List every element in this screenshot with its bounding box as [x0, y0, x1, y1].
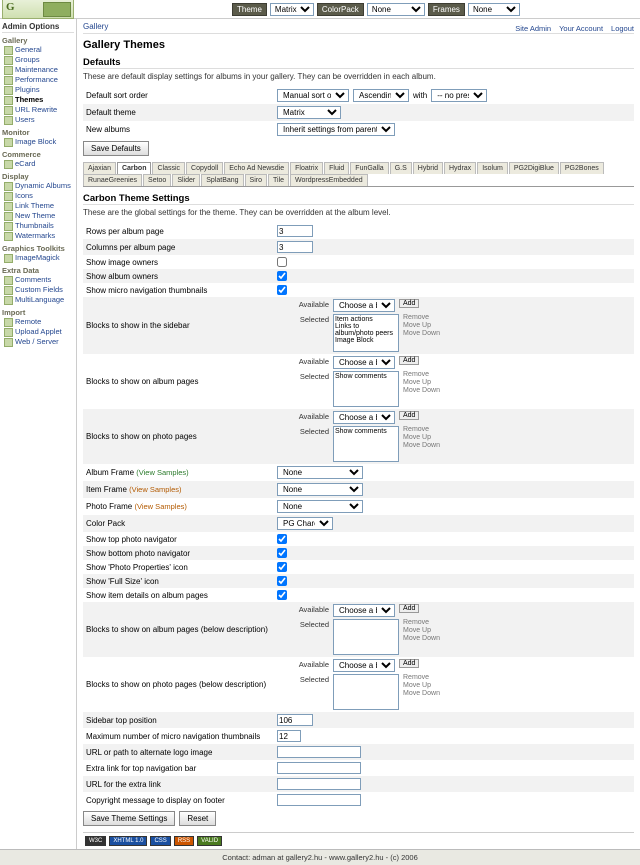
selected-label: Selected — [299, 427, 329, 436]
table-row — [83, 269, 634, 283]
sidebar-item-url-rewrite[interactable] — [2, 105, 74, 115]
tab-pg2bones[interactable]: PG2Bones — [560, 162, 604, 174]
item-frame-label: Item Frame — [86, 485, 127, 494]
sidebar-item-thumbnails[interactable] — [2, 221, 74, 231]
sidebar-section-display: Display — [2, 172, 29, 181]
new-albums-label: New albums — [86, 125, 131, 134]
copyright-message-label: Copyright message to display on footer — [86, 795, 225, 805]
sidebar-top-position-label: Sidebar top position — [83, 712, 274, 728]
sidebar-item-remote[interactable] — [2, 317, 74, 327]
defaults-heading: Defaults — [83, 57, 634, 69]
photo-blocks-label: Blocks to show on photo pages — [83, 409, 274, 464]
table-row — [83, 121, 634, 138]
css-badge[interactable]: CSS — [150, 836, 170, 846]
web-icon — [4, 338, 13, 347]
show-top-photo-nav-label: Show top photo navigator — [86, 534, 177, 544]
table-row — [83, 657, 634, 712]
sidebar-item-label: Custom Fields — [15, 285, 63, 294]
tab-floatrix[interactable]: Floatrix — [290, 162, 323, 174]
sidebar-item-web-server[interactable] — [2, 337, 74, 347]
sidebar-remove-button[interactable]: Remove — [403, 314, 430, 321]
photo-below-move-down-button[interactable]: Move Down — [403, 690, 440, 697]
tab-pg2digiblue[interactable]: PG2DigiBlue — [509, 162, 559, 174]
album-below-move-up-button[interactable]: Move Up — [403, 627, 432, 634]
save-defaults-button[interactable]: Save Defaults — [83, 141, 149, 156]
tab-ajaxian[interactable]: Ajaxian — [83, 162, 116, 174]
footer-text: Contact: adman at gallery2.hu - www.gallery2.hu - (c) 2006 — [0, 849, 640, 865]
sidebar-item-label: Comments — [15, 275, 52, 284]
album-move-up-button[interactable]: Move Up — [403, 379, 432, 386]
tab-gs[interactable]: G.S — [390, 162, 412, 174]
default-theme-label: Default theme — [83, 104, 274, 121]
sidebar-item-general[interactable] — [2, 45, 74, 55]
remote-icon — [4, 318, 13, 327]
photo-add-button[interactable]: Add — [399, 411, 419, 420]
sidebar-item-label: MultiLanguage — [15, 295, 65, 304]
table-row — [83, 588, 634, 602]
sidebar-item-icons[interactable] — [2, 191, 74, 201]
sidebar-title: Admin Options — [2, 21, 74, 33]
footer-badges — [83, 833, 634, 849]
table-row — [83, 283, 634, 297]
defaults-table — [83, 87, 634, 138]
table-row — [83, 87, 634, 104]
table-row — [83, 712, 634, 728]
show-bottom-photo-nav-checkbox[interactable] — [277, 548, 287, 558]
image-icon — [4, 138, 13, 147]
table-row — [83, 239, 634, 255]
reset-button[interactable]: Reset — [179, 811, 216, 826]
show-micro-nav-checkbox[interactable] — [277, 285, 287, 295]
extra-link-text-label: Extra link for top navigation bar — [86, 763, 197, 773]
sort-direction-select[interactable] — [353, 89, 409, 102]
table-row — [83, 574, 634, 588]
sidebar-item-label: Maintenance — [15, 65, 58, 74]
table-row — [83, 409, 634, 464]
colorpack-select[interactable] — [367, 3, 425, 16]
tab-copydoll[interactable]: Copydoll — [186, 162, 223, 174]
show-album-owners-label: Show album owners — [83, 269, 274, 283]
tab-siro[interactable]: Siro — [245, 174, 267, 186]
table-row — [83, 760, 634, 776]
sidebar-item-label: General — [15, 45, 42, 54]
sidebar-selected-list[interactable] — [333, 314, 399, 352]
album-blocks-below-label: Blocks to show on album pages (below description) — [83, 602, 274, 657]
selected-label: Selected — [299, 620, 329, 629]
footer — [83, 832, 634, 849]
photo-frame-select[interactable] — [277, 500, 363, 513]
table-row — [83, 223, 634, 239]
max-micro-thumbs-input[interactable] — [277, 730, 301, 742]
sidebar-item-maintenance[interactable] — [2, 65, 74, 75]
columns-per-page-label: Columns per album page — [83, 239, 274, 255]
sidebar-move-up-button[interactable]: Move Up — [403, 322, 432, 329]
rows-per-page-label: Rows per album page — [86, 226, 164, 236]
comment-icon — [4, 276, 13, 285]
sidebar-item-ecard[interactable] — [2, 159, 74, 169]
extra-link-text-input[interactable] — [277, 762, 361, 774]
theme-settings-actions — [83, 811, 634, 826]
show-full-size-label: Show 'Full Size' icon — [83, 574, 274, 588]
xhtml-badge[interactable]: XHTML 1.0 — [109, 836, 147, 846]
table-row — [83, 481, 634, 498]
new-icon — [4, 212, 13, 221]
photo-below-available-select[interactable] — [333, 659, 395, 672]
show-bottom-photo-nav-label: Show bottom photo navigator — [83, 546, 274, 560]
photo-frame-samples-link[interactable]: (View Samples) — [134, 502, 187, 511]
list-item[interactable]: Show comments — [335, 373, 387, 380]
show-photo-properties-label: Show 'Photo Properties' icon — [86, 562, 188, 572]
sidebar-item-dynamic-albums[interactable] — [2, 181, 74, 191]
tab-classic[interactable]: Classic — [152, 162, 185, 174]
sidebar-item-label: Plugins — [15, 85, 40, 94]
album-frame-select[interactable] — [277, 466, 363, 479]
sidebar-item-custom-fields[interactable] — [2, 285, 74, 295]
list-item[interactable]: Links to album/photo peers — [335, 323, 393, 337]
sidebar-item-link-theme[interactable] — [2, 201, 74, 211]
copyright-message-input[interactable] — [277, 794, 361, 806]
tab-tile[interactable]: Tile — [268, 174, 289, 186]
tab-hydrax[interactable]: Hydrax — [444, 162, 476, 174]
album-below-remove-button[interactable]: Remove — [403, 619, 430, 626]
theme-label: Theme — [232, 3, 267, 16]
sidebar-item-label: Web / Server — [15, 337, 59, 346]
album-blocks-label: Blocks to show on album pages — [86, 377, 199, 386]
album-frame-label: Album Frame — [86, 468, 135, 477]
table-row — [83, 255, 634, 269]
sidebar-item-label: Groups — [15, 55, 40, 64]
rss-badge[interactable]: RSS — [174, 836, 194, 846]
show-micro-nav-label: Show micro navigation thumbnails — [86, 285, 208, 295]
table-row — [83, 464, 634, 481]
table-row — [83, 297, 634, 354]
sidebar-blocks-label: Blocks to show in the sidebar — [83, 297, 274, 354]
sidebar-item-multilanguage[interactable] — [2, 295, 74, 305]
sidebar-item-image-block[interactable] — [2, 137, 74, 147]
secondary-sort-select[interactable] — [431, 89, 487, 102]
album-below-move-down-button[interactable]: Move Down — [403, 635, 440, 642]
tab-wordpressembedded[interactable]: WordpressEmbedded — [290, 174, 368, 186]
link-your-account[interactable]: Your Account — [559, 24, 604, 33]
frames-select[interactable] — [468, 3, 520, 16]
sidebar-item-new-theme[interactable] — [2, 211, 74, 221]
default-sort-order-label: Default sort order — [86, 91, 148, 100]
tab-runaegreenies[interactable]: RunaeGreenies — [83, 174, 142, 186]
logo-letter: G — [6, 1, 15, 13]
logo-url-label: URL or path to alternate logo image — [83, 744, 274, 760]
tab-splatbang[interactable]: SplatBang — [201, 174, 243, 186]
table-row — [83, 792, 634, 808]
album-below-selected-list[interactable] — [333, 619, 399, 655]
album-available-select[interactable] — [333, 356, 395, 369]
sidebar-item-watermarks[interactable] — [2, 231, 74, 241]
table-row — [83, 532, 634, 546]
valid-badge[interactable]: VALID — [197, 836, 222, 846]
colorpack-label: ColorPack — [317, 3, 364, 16]
wrench-icon — [4, 66, 13, 75]
tab-fungalla[interactable]: FunGalla — [350, 162, 388, 174]
breadcrumb[interactable]: Gallery — [83, 22, 634, 34]
sidebar-section-commerce: Commerce — [2, 150, 41, 159]
sidebar-item-plugins[interactable] — [2, 85, 74, 95]
photo-selected-list[interactable] — [333, 426, 399, 462]
field-icon — [4, 286, 13, 295]
show-full-size-checkbox[interactable] — [277, 576, 287, 586]
gallery-logo — [2, 0, 74, 19]
w3c-badge[interactable]: W3C — [85, 836, 106, 846]
sidebar-add-button[interactable]: Add — [399, 299, 419, 308]
album-selected-list[interactable] — [333, 371, 399, 407]
icon-icon — [4, 192, 13, 201]
show-photo-properties-checkbox[interactable] — [277, 562, 287, 572]
album-icon — [4, 182, 13, 191]
photo-move-down-button[interactable]: Move Down — [403, 442, 440, 449]
theme-icon — [4, 96, 13, 105]
rows-per-page-input[interactable] — [277, 225, 313, 237]
card-icon — [4, 160, 13, 169]
sidebar-item-label: Watermarks — [15, 231, 56, 240]
sidebar-item-label: URL Rewrite — [15, 105, 58, 114]
max-micro-thumbs-label: Maximum number of micro navigation thumbnails — [86, 731, 261, 741]
sidebar-item-label: Link Theme — [15, 201, 55, 210]
photo-available-select[interactable] — [333, 411, 395, 424]
sidebar-item-upload-applet[interactable] — [2, 327, 74, 337]
sidebar-top-position-input[interactable] — [277, 714, 313, 726]
save-theme-settings-button[interactable]: Save Theme Settings — [83, 811, 175, 826]
extra-link-url-label: URL for the extra link — [83, 776, 274, 792]
thumb-icon — [4, 222, 13, 231]
gear-icon — [4, 46, 13, 55]
show-image-owners-label: Show image owners — [86, 257, 159, 267]
table-row — [83, 602, 634, 657]
sidebar-item-label: eCard — [15, 159, 36, 168]
show-item-details-label: Show item details on album pages — [86, 590, 208, 600]
photo-blocks-below-label: Blocks to show on photo pages (below description) — [86, 680, 267, 689]
table-row — [83, 744, 634, 760]
photo-frame-label: Photo Frame — [86, 502, 133, 511]
show-album-owners-checkbox[interactable] — [277, 271, 287, 281]
sidebar-section-extra-data: Extra Data — [2, 266, 40, 275]
table-row — [83, 776, 634, 792]
link-icon — [4, 106, 13, 115]
table-row — [83, 515, 634, 532]
color-pack-select[interactable] — [277, 517, 333, 530]
sidebar-section-monitor: Monitor — [2, 128, 30, 137]
available-label: Available — [298, 660, 329, 669]
sidebar-item-label: Users — [15, 115, 35, 124]
photo-below-add-button[interactable]: Add — [399, 659, 419, 668]
photo-below-selected-list[interactable] — [333, 674, 399, 710]
sidebar-item-users[interactable] — [2, 115, 74, 125]
water-icon — [4, 232, 13, 241]
available-label: Available — [298, 300, 329, 309]
extra-link-url-input[interactable] — [277, 778, 361, 790]
default-sort-order-select[interactable] — [277, 89, 349, 102]
sidebar-item-label: Performance — [15, 75, 58, 84]
sidebar-item-label: Remote — [15, 317, 42, 326]
sidebar-item-label: Themes — [15, 95, 44, 104]
sidebar-item-label: Dynamic Albums — [15, 181, 71, 190]
photo-remove-button[interactable]: Remove — [403, 426, 430, 433]
columns-per-page-input[interactable] — [277, 241, 313, 253]
sidebar-section-import: Import — [2, 308, 26, 317]
theme-settings-heading: Carbon Theme Settings — [83, 193, 634, 205]
sidebar-section-gallery: Gallery — [2, 36, 28, 45]
sidebar-item-label: Icons — [15, 191, 33, 200]
tab-setoo[interactable]: Setoo — [143, 174, 171, 186]
default-theme-select[interactable] — [277, 106, 341, 119]
available-label: Available — [298, 412, 329, 421]
photo-below-move-up-button[interactable]: Move Up — [403, 682, 432, 689]
show-image-owners-checkbox[interactable] — [277, 257, 287, 267]
header-links — [83, 24, 634, 33]
album-add-button[interactable]: Add — [399, 356, 419, 365]
main-content — [77, 19, 640, 849]
page-body — [0, 19, 640, 849]
table-row — [83, 546, 634, 560]
sidebar-item-comments[interactable] — [2, 275, 74, 285]
photo-below-remove-button[interactable]: Remove — [403, 674, 430, 681]
selected-label: Selected — [299, 675, 329, 684]
album-move-down-button[interactable]: Move Down — [403, 387, 440, 394]
color-pack-label: Color Pack — [83, 515, 274, 532]
available-label: Available — [298, 357, 329, 366]
speed-icon — [4, 76, 13, 85]
table-row — [83, 498, 634, 515]
tab-fluid[interactable]: Fluid — [324, 162, 349, 174]
theme-settings-table — [83, 223, 634, 808]
sidebar-item-label: Thumbnails — [15, 221, 54, 230]
selected-label: Selected — [299, 315, 329, 324]
sidebar — [0, 19, 77, 849]
user-icon — [4, 116, 13, 125]
show-item-details-checkbox[interactable] — [277, 590, 287, 600]
defaults-description: These are default display settings for albums in your gallery. They can be overridden in each album. — [83, 72, 436, 81]
sidebar-item-imagemagick[interactable] — [2, 253, 74, 263]
list-item[interactable]: Show comments — [335, 428, 387, 435]
upload-icon — [4, 328, 13, 337]
album-below-available-select[interactable] — [333, 604, 395, 617]
link-icon — [4, 202, 13, 211]
table-row — [83, 104, 634, 121]
theme-settings-description: These are the global settings for the theme. They can be overridden at the album level. — [83, 208, 391, 217]
frames-label: Frames — [428, 3, 465, 16]
link-logout[interactable]: Logout — [611, 24, 634, 33]
theme-tabs — [83, 162, 634, 187]
tab-slider[interactable]: Slider — [172, 174, 200, 186]
link-site-admin[interactable]: Site Admin — [515, 24, 552, 33]
item-frame-select[interactable] — [277, 483, 363, 496]
tab-isolum[interactable]: Isolum — [477, 162, 508, 174]
item-frame-samples-link[interactable]: (View Samples) — [129, 485, 182, 494]
magick-icon — [4, 254, 13, 263]
group-icon — [4, 56, 13, 65]
plug-icon — [4, 86, 13, 95]
sidebar-item-label: Image Block — [15, 137, 57, 146]
available-label: Available — [298, 605, 329, 614]
logo-url-input[interactable] — [277, 746, 361, 758]
with-label: with — [413, 91, 428, 100]
album-remove-button[interactable]: Remove — [403, 371, 430, 378]
album-frame-samples-link[interactable]: (View Samples) — [136, 468, 189, 477]
selected-label: Selected — [299, 372, 329, 381]
theme-select[interactable] — [270, 3, 314, 16]
top-bar — [0, 0, 640, 19]
sidebar-move-down-button[interactable]: Move Down — [403, 330, 440, 337]
page-title: Gallery Themes — [83, 39, 165, 51]
sidebar-section-graphics: Graphics Toolkits — [2, 244, 65, 253]
sidebar-item-label: New Theme — [15, 211, 56, 220]
show-top-photo-nav-checkbox[interactable] — [277, 534, 287, 544]
new-albums-select[interactable] — [277, 123, 395, 136]
sidebar-item-groups[interactable] — [2, 55, 74, 65]
photo-move-up-button[interactable]: Move Up — [403, 434, 432, 441]
sidebar-item-label: ImageMagick — [15, 253, 60, 262]
sidebar-available-select[interactable] — [333, 299, 395, 312]
lang-icon — [4, 296, 13, 305]
list-item[interactable]: Image Block — [335, 337, 374, 344]
logo-image — [43, 2, 71, 17]
sidebar-item-label: Upload Applet — [15, 327, 62, 336]
theme-selector-bar — [232, 3, 520, 16]
tab-echo-ad-newsdie[interactable]: Echo Ad Newsdie — [224, 162, 289, 174]
list-item[interactable]: Item actions — [335, 316, 373, 323]
table-row — [83, 728, 634, 744]
sidebar-item-themes[interactable] — [2, 95, 74, 105]
table-row — [83, 354, 634, 409]
tab-hybrid[interactable]: Hybrid — [413, 162, 443, 174]
album-below-add-button[interactable]: Add — [399, 604, 419, 613]
table-row — [83, 560, 634, 574]
tab-carbon[interactable]: Carbon — [117, 162, 152, 174]
sidebar-item-performance[interactable] — [2, 75, 74, 85]
